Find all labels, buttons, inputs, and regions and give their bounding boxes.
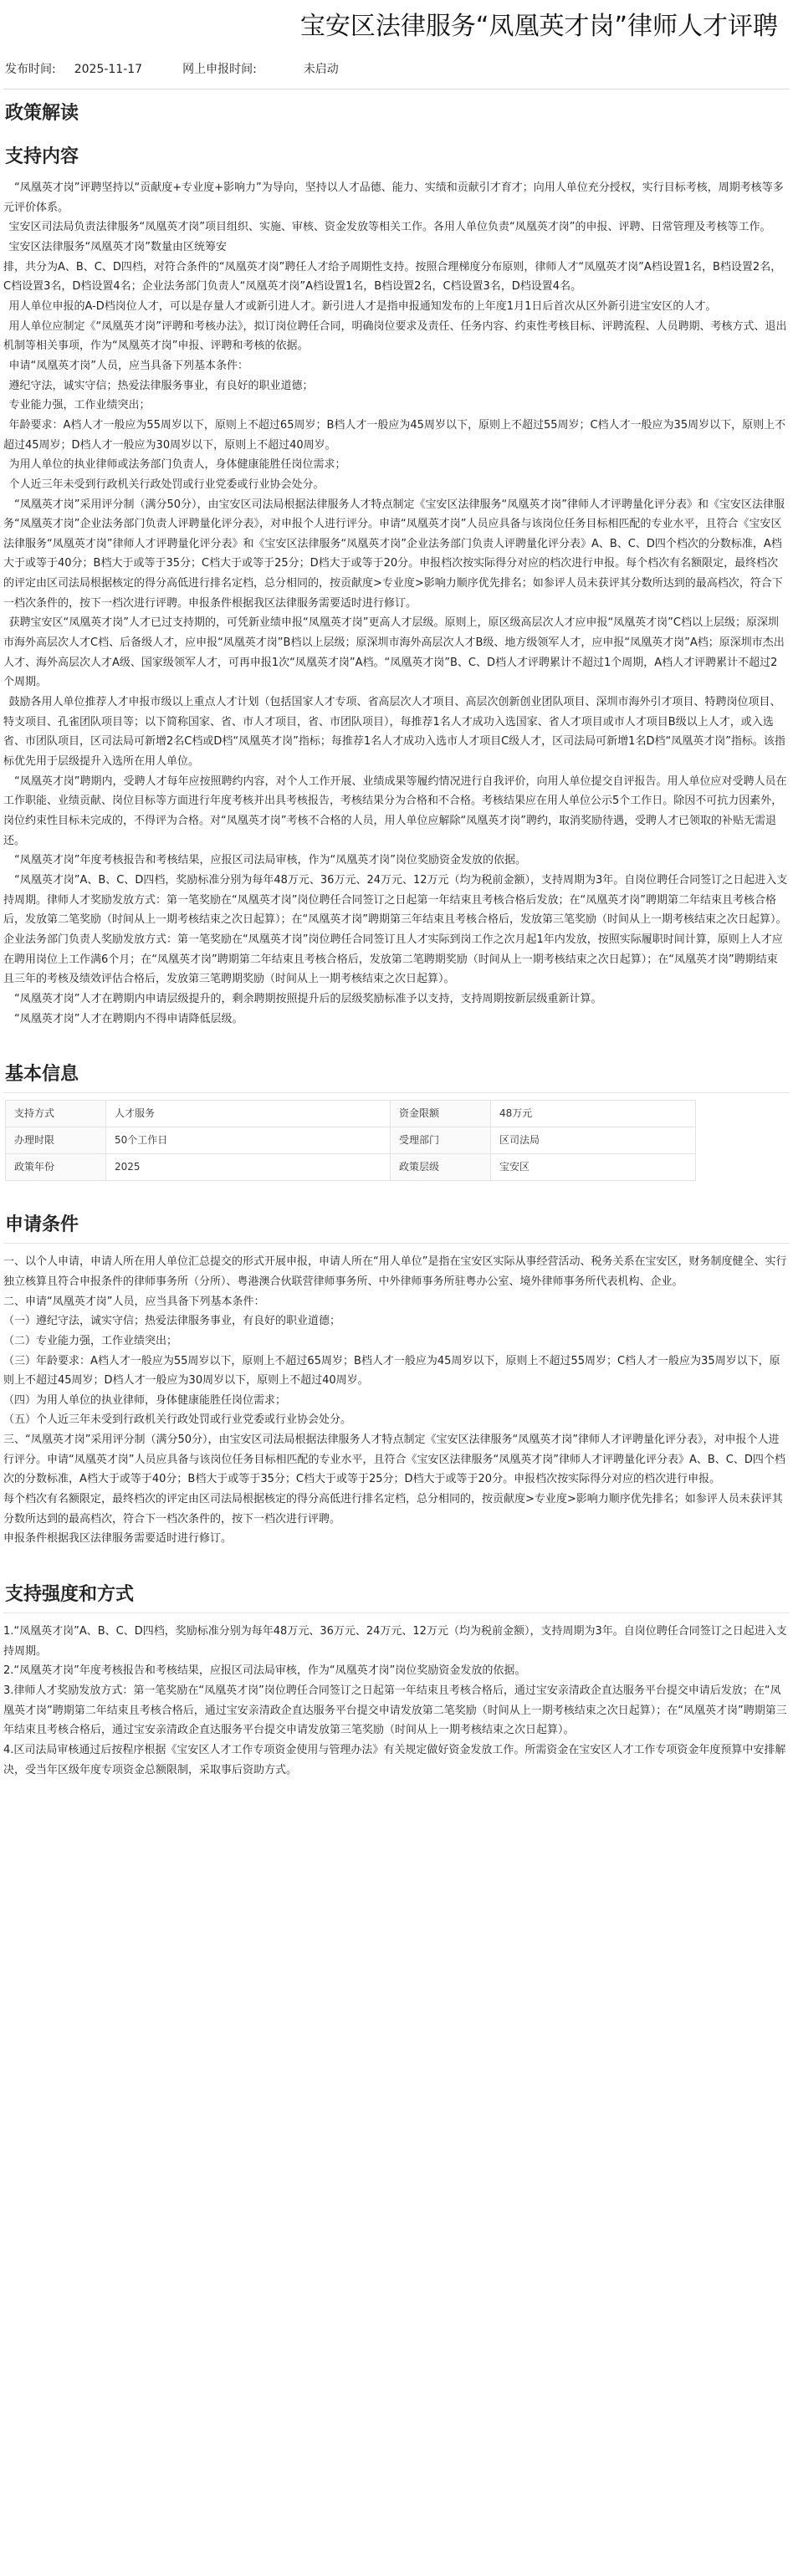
policy-heading: 政策解读 [5, 103, 79, 124]
policy-paragraph: “凤凰英才岗”聘期内，受聘人才每年应按照聘约内容，对个人工作开展、业绩成果等履约情况进行自我评价，向用人单位提交自评报告。用人单位应对受聘人员在工作职能、业绩贡献、岗位目标等方面进行年度考核并出具考核报告，考核结果分为合格和不合格。考核结果应在用人单位公示5个工作日。除因不可抗力因素外，岗位约束性目标未完成的，不得评为合格。对“凤凰英才岗”考核不合格的人员，用人单位应解除“凤凰英才岗”聘约，取消奖励待遇，受聘人才已领取的补贴无需退还。 [3, 774, 787, 847]
policy-paragraph: 获聘宝安区“凤凰英才岗”人才已过支持期的，可凭新业绩申报“凤凰英才岗”更高人才层级。原则上，原区级高层次人才应申报“凤凰英才岗”C档以上层级；原深圳市海外高层次人才C档、后备级人才，应申报“凤凰英才岗”B档以上层级；原深圳市海外高层次人才B级、地方级领军人才，应申报“凤凰英才岗”A档；原深圳市杰出人才、海外高层次人才A级、国家级领军人才，可再申报1次“凤凰英才岗”A档。“凤凰英才岗”B、C、D档人才评聘累计不超过1个周期，A档人才评聘累计不超过2个周期。 [3, 616, 785, 689]
policy-paragraph: “凤凰英才岗”A、B、C、D四档，奖励标准分别为每年48万元、36万元、24万元、12万元（均为税前金额），支持周期为3年。自岗位聘任合同签订之日起进入支持周期。律师人才奖励发放方式：第一笔奖励在“凤凰英才岗”岗位聘任合同签订之日起第一年结束且考核合格后发放；在“凤凰英才岗”聘期第二年结束且考核合格后，发放第二笔奖励（时间从上一期考核结束之次日起算）；在“凤凰英才岗”聘期第三年结束且考核合格后，发放第三笔奖励（时间从上一期考核结束之次日起算）。企业法务部门负责人奖励发放方式：第一笔奖励在“凤凰英才岗”岗位聘任合同签订且人才实际到岗工作之次月起1年内发放，按照实际履职时间计算，原则上人才应在聘用岗位上工作满6个月；在“凤凰英才岗”聘期第二年结束且考核合格后，发放第二笔聘期奖励（时间从上一期考核结束之次日起算）；在“凤凰英才岗”聘期结束且三年的考核及绩效评估合格后，发放第三笔聘期奖励（时间从上一期考核结束之次日起算）。 [3, 873, 788, 986]
basic-info-heading: 基本信息 [5, 1064, 79, 1086]
policy-paragraph: “凤凰英才岗”人才在聘期内申请层级提升的，剩余聘期按照提升后的层级奖励标准予以支持，支持周期按新层级重新计算。 [14, 992, 602, 1005]
policy-paragraph: 专业能力强，工作业绩突出； [8, 399, 151, 412]
condition-paragraph: （三）年龄要求：A档人才一般应为55周岁以下，原则上不超过65周岁；B档人才一般应为45周岁以下，原则上不超过55周岁；C档人才一般应为35周岁以下，原则上不超过45周岁；D档人才一般应为30周岁以下，原则上不超过40周岁。 [3, 1354, 780, 1388]
conditions-heading: 申请条件 [5, 1214, 79, 1236]
policy-paragraph: 用人单位应制定《“凤凰英才岗”评聘和考核办法》，拟订岗位聘任合同，明确岗位要求及责任、任务内容、约束性考核目标、评聘流程、人员聘期、考核方式、退出机制等相关事项，作为“凤凰英才岗”申报、评聘和考核的依据。 [3, 319, 787, 353]
support-paragraph: 4.区司法局审核通过后按程序根据《宝安区人才工作专项资金使用与管理办法》有关规定做好资金发放工作。所需资金在宝安区人才工作专项资金年度预算中安排解决，受当年区级年度专项资金总额限制，采取事后资助方式。 [3, 1744, 786, 1776]
info-key: 资金限额 [391, 1101, 491, 1127]
info-value: 人才服务 [106, 1101, 391, 1127]
info-key: 政策层级 [391, 1154, 491, 1181]
policy-paragraph: 为用人单位的执业律师或法务部门负责人，身体健康能胜任岗位需求； [8, 458, 346, 472]
support-paragraph: 1.“凤凰英才岗”A、B、C、D四档，奖励标准分别为每年48万元、36万元、24万元、12万元（均为税前金额），支持周期为3年。自岗位聘任合同签订之日起进入支持周期。 [3, 1625, 787, 1658]
support-heading: 支持强度和方式 [5, 1584, 135, 1606]
support-content [3, 1622, 790, 1780]
condition-paragraph: （四）为用人单位的执业律师，身体健康能胜任岗位需求； [3, 1393, 287, 1407]
policy-paragraph: 宝安区法律服务“凤凰英才岗”数量由区统筹安 [8, 240, 227, 253]
table-row [6, 1154, 696, 1181]
info-value: 50个工作日 [106, 1127, 391, 1154]
support-content-heading: 支持内容 [5, 146, 79, 167]
policy-paragraph: 个人近三年未受到行政机关行政处罚或行业党委或行业协会处分。 [8, 478, 325, 491]
policy-content [3, 178, 790, 1029]
info-key: 办理时限 [6, 1127, 106, 1154]
condition-paragraph: 申报条件根据我区法律服务需要适时进行修订。 [3, 1532, 233, 1546]
condition-paragraph: 一、以个人申请，申请人所在用人单位汇总提交的形式开展申报，申请人所在“用人单位”是指在宝安区实际从事经营活动、税务关系在宝安区，财务制度健全、实行独立核算且符合申报条件的律师事务所（分所）、粤港澳合伙联营律师事务所、中外律师事务所驻粤办公室、境外律师事务所代表机构、企业。 [3, 1255, 787, 1288]
info-key: 政策年份 [6, 1154, 106, 1181]
condition-paragraph: 每个档次有名额限定，最终档次的评定由区司法局根据核定的得分高低进行排名定档，总分相同的，按贡献度>专业度>影响力顺序优先排名；如参评人员未获评其分数所达到的最高档次，符合下一档次条件的，按下一档次进行评聘。 [3, 1493, 783, 1526]
policy-paragraph: 遵纪守法，诚实守信；热爱法律服务事业，有良好的职业道德； [8, 379, 314, 392]
condition-paragraph: （一）遵纪守法，诚实守信；热爱法律服务事业，有良好的职业道德； [3, 1315, 341, 1328]
publish-label: 发布时间: [5, 63, 56, 76]
policy-paragraph: 用人单位申报的A-D档岗位人才，可以是存量人才或新引进人才。新引进人才是指申报通知发布的上年度1月1日后首次从区外新引进宝安区的人才。 [8, 299, 717, 313]
conditions-content [3, 1252, 790, 1549]
info-value: 宝安区 [491, 1154, 696, 1181]
online-status: 未启动 [303, 63, 339, 76]
condition-paragraph: 三、“凤凰英才岗”采用评分制（满分50分），由宝安区司法局根据法律服务人才特点制定《宝安区法律服务“凤凰英才岗”律师人才评聘量化评分表》，对申报个人进行评分。申请“凤凰英才岗”人员应具备与该岗位任务目标相匹配的专业水平，且符合《宝安区法律服务“凤凰英才岗”律师人才评聘量化评分表》A、B、C、D四个档次的分数标准，A档大于或等于40分；B档大于或等于35分；C档大于或等于25分；D档大于或等于20分。申报档次按实际得分对应的档次进行申报。 [3, 1434, 785, 1486]
info-value: 区司法局 [491, 1127, 696, 1154]
page-title: 宝安区法律服务“凤凰英才岗”律师人才评聘 [299, 12, 778, 41]
support-paragraph: 2.“凤凰英才岗”年度考核报告和考核结果，应报区司法局审核，作为“凤凰英才岗”岗位奖励资金发放的依据。 [3, 1664, 526, 1678]
table-row [6, 1101, 696, 1127]
basic-info-divider [3, 1092, 790, 1093]
policy-paragraph: “凤凰英才岗”年度考核报告和考核结果，应报区司法局审核，作为“凤凰英才岗”岗位奖励资金发放的依据。 [14, 854, 526, 867]
info-value: 2025 [106, 1154, 391, 1181]
info-value: 48万元 [491, 1101, 696, 1127]
table-row [6, 1127, 696, 1154]
info-key: 受理部门 [391, 1127, 491, 1154]
policy-paragraph: 申请“凤凰英才岗”人员，应当具备下列基本条件： [8, 359, 248, 372]
support-paragraph: 3.律师人才奖励发放方式：第一笔奖励在“凤凰英才岗”岗位聘任合同签订之日起第一年结束且考核合格后，通过宝安亲清政企直达服务平台提交申请后发放；在“凤凰英才岗”聘期第二年结束且考核合格后，通过宝安亲清政企直达服务平台提交申请发放第二笔奖励（时间从上一期考核结束之次日起算）；在“凤凰英才岗”聘期第三年结束且考核合格后，通过宝安亲清政企直达服务平台提交申请发放第三笔奖励（时间从上一期考核结束之次日起算）。 [3, 1684, 787, 1737]
policy-paragraph: “凤凰英才岗”评聘坚持以“贡献度+专业度+影响力”为导向，坚持以人才品德、能力、实绩和贡献引才育才；向用人单位充分授权，实行目标考核，周期考核等多元评价体系。 [3, 181, 784, 214]
policy-paragraph: “凤凰英才岗”采用评分制（满分50分），由宝安区司法局根据法律服务人才特点制定《宝安区法律服务“凤凰英才岗”律师人才评聘量化评分表》和《宝安区法律服务“凤凰英才岗”企业法务部门负责人评聘量化评分表》，对申报个人进行评分。申请“凤凰英才岗”人员应具备与该岗位任务目标相匹配的专业水平，且符合《宝安区法律服务“凤凰英才岗”律师人才评聘量化评分表》和《宝安区法律服务“凤凰英才岗”企业法务部门负责人评聘量化评分表》A、B、C、D四个档次的分数标准，A档大于或等于40分；B档大于或等于35分；C档大于或等于25分；D档大于或等于20分。申报档次按实际得分对应的档次进行申报。每个档次有名额限定，最终档次的评定由区司法局根据核定的得分高低进行排名定档，总分相同的，按贡献度>专业度>影响力顺序优先排名；如参评人员未获评其分数所达到的最高档次，符合下一档次条件的，按下一档次进行评聘。申报条件根据我区法律服务需要适时进行修订。 [3, 498, 785, 610]
publish-date: 2025-11-17 [74, 63, 143, 76]
policy-paragraph: 排，共分为A、B、C、D四档，对符合条件的“凤凰英才岗”聘任人才给予周期性支持。按照合理梯度分布原则，律师人才“凤凰英才岗”A档设置1名，B档设置2名，C档设置3名，D档设置4名；企业法务部门负责人“凤凰英才岗”A档设置1名，B档设置2名，C档设置3名，D档设置4名。 [3, 260, 782, 294]
online-label: 网上申报时间: [182, 63, 257, 76]
condition-paragraph: （五）个人近三年未受到行政机关行政处罚或行业党委或行业协会处分。 [3, 1413, 352, 1427]
policy-paragraph: 年龄要求：A档人才一般应为55周岁以下，原则上不超过65周岁；B档人才一般应为45周岁以下，原则上不超过55周岁；C档人才一般应为35周岁以下，原则上不超过45周岁；D档人才一般应为30周岁以下，原则上不超过40周岁。 [3, 418, 786, 452]
policy-paragraph: 鼓励各用人单位推荐人才申报市级以上重点人才计划（包括国家人才专项、省高层次人才项目、高层次创新创业团队项目、深圳市海外引才项目、特聘岗位项目、特支项目、孔雀团队项目等；以下简称国家、省、市人才项目，省、市团队项目），每推荐1名人才成功入选国家、省人才项目或市人才项目B级以上人才，或入选省、市团队项目，区司法局可新增2名C档或D档“凤凰英才岗”指标；每推荐1名人才成功入选市人才项目C级人才，区司法局可新增1名D档“凤凰英才岗”指标。该指标优先用于层级提升入选所在用人单位。 [3, 696, 785, 769]
conditions-divider [3, 1243, 790, 1244]
policy-paragraph: 宝安区司法局负责法律服务“凤凰英才岗”项目组织、实施、审核、资金发放等相关工作。各用人单位负责“凤凰英才岗”的申报、评聘、日常管理及考核等工作。 [8, 221, 771, 234]
info-key: 支持方式 [6, 1101, 106, 1127]
condition-paragraph: 二、申请“凤凰英才岗”人员，应当具备下列基本条件： [3, 1295, 265, 1308]
meta-row [3, 43, 790, 79]
basic-info-table [5, 1100, 696, 1181]
condition-paragraph: （二）专业能力强，工作业绩突出； [3, 1334, 178, 1347]
policy-paragraph: “凤凰英才岗”人才在聘期内不得申请降低层级。 [14, 1012, 243, 1025]
